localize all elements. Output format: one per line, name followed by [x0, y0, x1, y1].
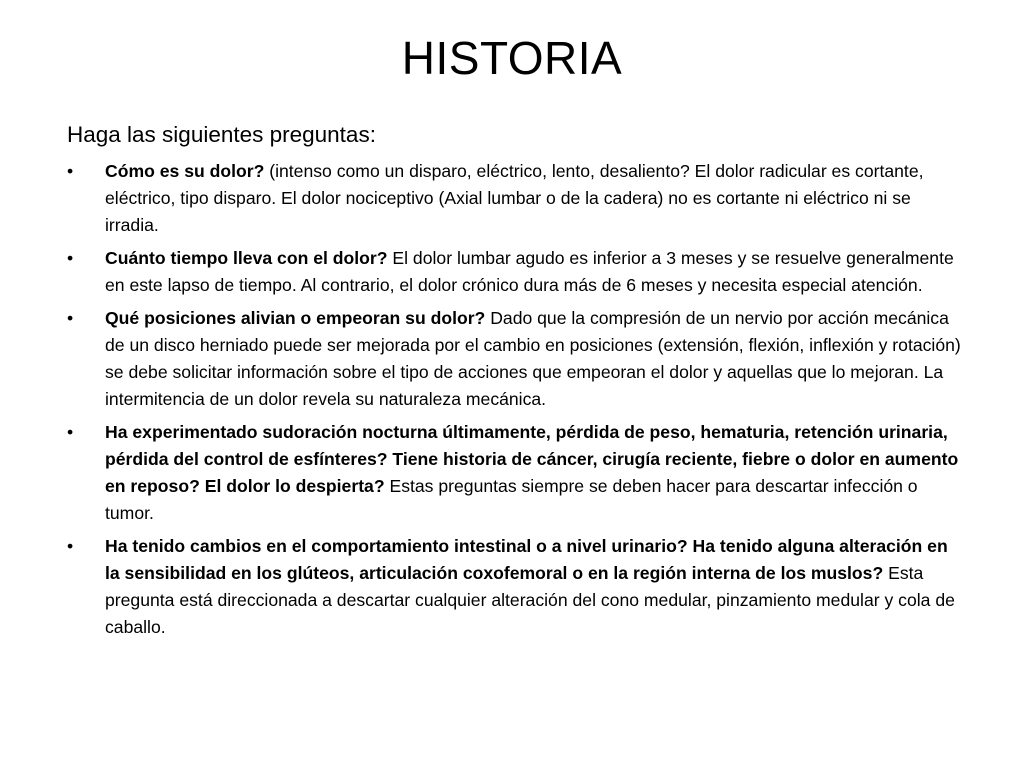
slide-title: HISTORIA [401, 32, 623, 84]
bullet-explanation: Dado que la compresión de un nervio por acción mecánica de un disco herniado puede ser mejorada por el cambio en posiciones (extensión, flexión, inflexión y rotación) se debe solicitar información sobre el tipo de acciones que empeoran el dolor y aquellas que lo mejoran. La intermitencia de un dolor revela su naturaleza mecánica. [105, 308, 961, 409]
intro-heading: Haga las siguientes preguntas: [67, 122, 376, 147]
bullet-item [67, 158, 967, 239]
bullet-explanation: El dolor lumbar agudo es inferior a 3 meses y se resuelve generalmente en este lapso de tiempo. Al contrario, el dolor crónico dura más de 6 meses y necesita especial atención. [105, 248, 954, 295]
bullet-list [67, 158, 967, 647]
bullet-text [105, 536, 955, 637]
bullet-question: Ha experimentado sudoración nocturna últimamente, pérdida de peso, hematuria, retención urinaria, pérdida del control de esfínteres? Tiene historia de cáncer, cirugía reciente, fiebre o dolor en aumento en reposo? El dolor lo despierta? [105, 422, 959, 496]
bullet-item [67, 245, 967, 299]
bullet-question: Cómo es su dolor? [105, 161, 265, 181]
bullet-item [67, 419, 967, 527]
bullet-icon: • [67, 161, 74, 181]
bullet-explanation: Esta pregunta está direccionada a descartar cualquier alteración del cono medular, pinzamiento medular y cola de caballo. [105, 563, 955, 637]
bullet-question: Cuánto tiempo lleva con el dolor? [105, 248, 388, 268]
bullet-explanation: (intenso como un disparo, eléctrico, lento, desaliento? El dolor radicular es cortante, eléctrico, tipo disparo. El dolor nociceptivo (Axial lumbar o de la cadera) no es cortante ni eléctrico ni se irradia. [105, 161, 924, 235]
bullet-text [105, 308, 961, 409]
bullet-item [67, 533, 967, 641]
bullet-text [105, 161, 924, 235]
bullet-icon: • [67, 248, 74, 268]
bullet-text [105, 248, 954, 295]
bullet-explanation: Estas preguntas siempre se deben hacer para descartar infección o tumor. [105, 476, 918, 523]
bullet-item [67, 305, 967, 413]
bullet-question: Ha tenido cambios en el comportamiento intestinal o a nivel urinario? Ha tenido alguna alteración en la sensibilidad en los glúteos, articulación coxofemoral o en la región interna de los muslos? [105, 536, 948, 583]
bullet-icon: • [67, 422, 74, 442]
bullet-text [105, 422, 958, 523]
bullet-question: Qué posiciones alivian o empeoran su dolor? [105, 308, 486, 328]
bullet-icon: • [67, 536, 74, 556]
bullet-icon: • [67, 308, 74, 328]
